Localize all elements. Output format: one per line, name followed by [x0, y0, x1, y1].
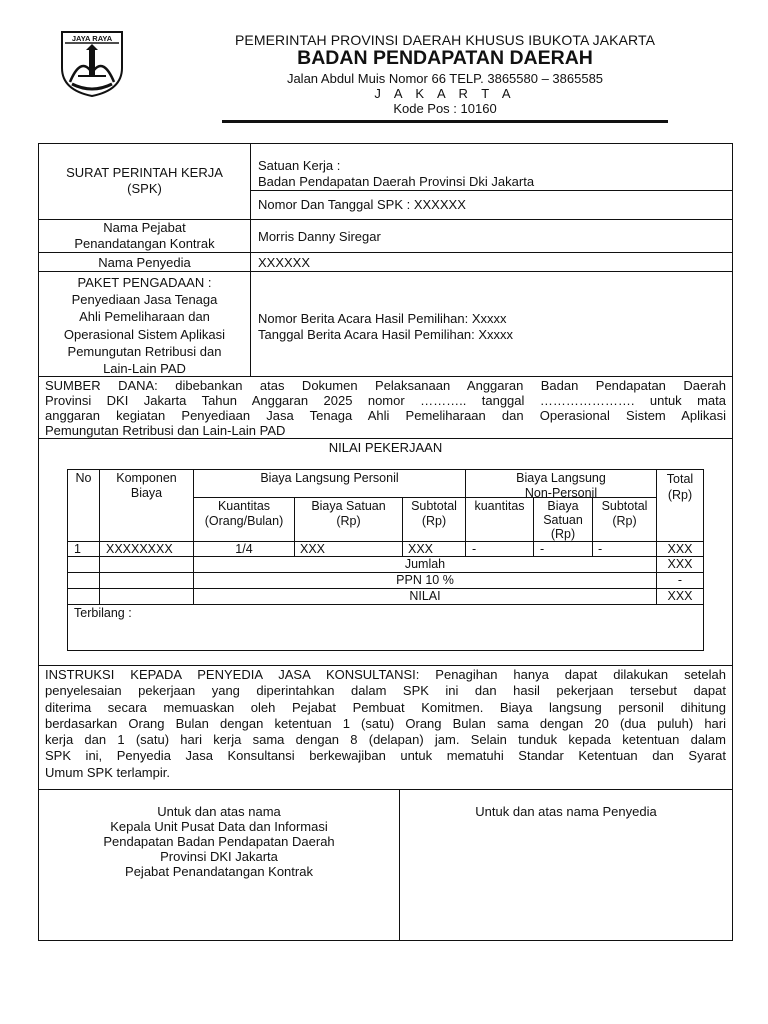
col-no-header: No [75, 471, 92, 485]
spk-number-date: Nomor Dan Tanggal SPK : XXXXXX [258, 197, 466, 212]
row-no: 1 [74, 542, 81, 556]
sum-value-nilai: XXX [667, 589, 693, 603]
col-unit-cost-header: Biaya Satuan (Rp) [311, 499, 386, 528]
row-np-subtotal: - [598, 542, 603, 556]
sum-value-ppn: - [677, 573, 683, 587]
col-np-unit-cost-header: Biaya Satuan (Rp) [543, 499, 583, 541]
col-np-quantity-header: kuantitas [474, 499, 525, 513]
selection-report-number: Nomor Berita Acara Hasil Pemilihan: Xxxxx [258, 311, 507, 326]
work-value-title: NILAI PEKERJAAN [328, 440, 443, 455]
row-subtotal: XXX [408, 542, 434, 556]
row-np-quantity: - [472, 542, 477, 556]
col-component-header: Komponen Biaya [116, 471, 177, 500]
provider-value: XXXXXX [258, 255, 311, 270]
sum-value-jumlah: XXX [667, 557, 693, 571]
col-nonpersonnel-header: Biaya Langsung Non-Personil [516, 471, 606, 500]
col-subtotal-header: Subtotal (Rp) [411, 499, 457, 528]
jakarta-coat-of-arms-logo [60, 30, 124, 98]
funding-source: SUMBER DANA: dibebankan atas Dokumen Pelaksanaan Anggaran Badan Pendapatan Daerah Provinsi DKI Jakarta Tahun Anggaran 2025 nomor ……….. tanggal …………………. untuk mata anggaran kegiatan Penyediaan Jasa Tenaga Ahli Pemeliharaan dan Operasional Sistem Aplikasi Pemungutan Retribusi dan Lain-Lain PAD [45, 378, 726, 438]
consultant-instructions: INSTRUKSI KEPADA PENYEDIA JASA KONSULTANSI: Penagihan hanya dapat dilakukan setelah penyelesaian pekerjaan yang diperintahkan dalam SPK ini dan hasil pekerjaan tersebut dapat diterima secara memuaskan oleh Pejabat Pembuat Komitmen. Biaya langsung personil dihitung berdasarkan Orang Bulan dengan ketentuan 1 (satu) Orang Bulan sama dengan 20 (dua puluh) hari kerja dan 1 (satu) hari kerja sama dengan 8 (delapan) jam. Selain tunduk kepada ketentuan dalam SPK ini, Penyedia Jasa Konsultansi berkewajiban untuk mematuhi Standar Ketentuan dan Syarat Umum SPK terlampir. [45, 667, 726, 780]
col-personnel-header: Biaya Langsung Personil [260, 471, 399, 485]
work-unit-label: Satuan Kerja : [258, 158, 341, 173]
amount-in-words-label: Terbilang : [74, 606, 132, 620]
sum-label-nilai: NILAI [409, 589, 441, 603]
row-np-unit-cost: - [540, 542, 545, 556]
row-component: XXXXXXXX [106, 542, 173, 556]
signature-block-provider: Untuk dan atas nama Penyedia [475, 804, 657, 819]
agency-postal-code: Kode Pos : 10160 [393, 101, 497, 116]
provider-label: Nama Penyedia [98, 255, 191, 270]
government-name: PEMERINTAH PROVINSI DAERAH KHUSUS IBUKOTA JAKARTA [234, 32, 656, 48]
row-quantity: 1/4 [235, 542, 253, 556]
selection-report-date: Tanggal Berita Acara Hasil Pemilihan: Xxxxx [258, 327, 514, 342]
work-unit-value: Badan Pendapatan Daerah Provinsi Dki Jakarta [258, 174, 535, 189]
procurement-package: PAKET PENGADAAN : Penyediaan Jasa Tenaga Ahli Pemeliharaan dan Operasional Sistem Aplikasi Pemungutan Retribusi dan Lain-Lain PAD [63, 275, 226, 377]
agency-city: J A K A R T A [374, 86, 516, 101]
row-unit-cost: XXX [300, 542, 326, 556]
sum-label-jumlah: Jumlah [404, 557, 446, 571]
row-total: XXX [667, 542, 693, 556]
col-np-subtotal-header: Subtotal (Rp) [601, 499, 648, 528]
agency-address: Jalan Abdul Muis Nomor 66 TELP. 3865580 – 3865585 [286, 71, 604, 86]
contract-official-value: Morris Danny Siregar [258, 229, 381, 244]
col-total-header: Total (Rp) [666, 472, 694, 502]
header-divider [222, 120, 668, 123]
col-quantity-header: Kuantitas (Orang/Bulan) [204, 499, 284, 528]
logo-text: JAYA RAYA [71, 34, 113, 43]
agency-name: BADAN PENDAPATAN DAERAH [297, 47, 593, 69]
sum-label-ppn: PPN 10 % [396, 573, 454, 587]
spk-title: SURAT PERINTAH KERJA (SPK) [66, 165, 223, 196]
signature-block-official: Untuk dan atas nama Kepala Unit Pusat Data dan Informasi Pendapatan Badan Pendapatan Daerah Provinsi DKI Jakarta Pejabat Penandatangan Kontrak [103, 804, 335, 879]
contract-official-label: Nama Pejabat Penandatangan Kontrak [74, 220, 215, 251]
